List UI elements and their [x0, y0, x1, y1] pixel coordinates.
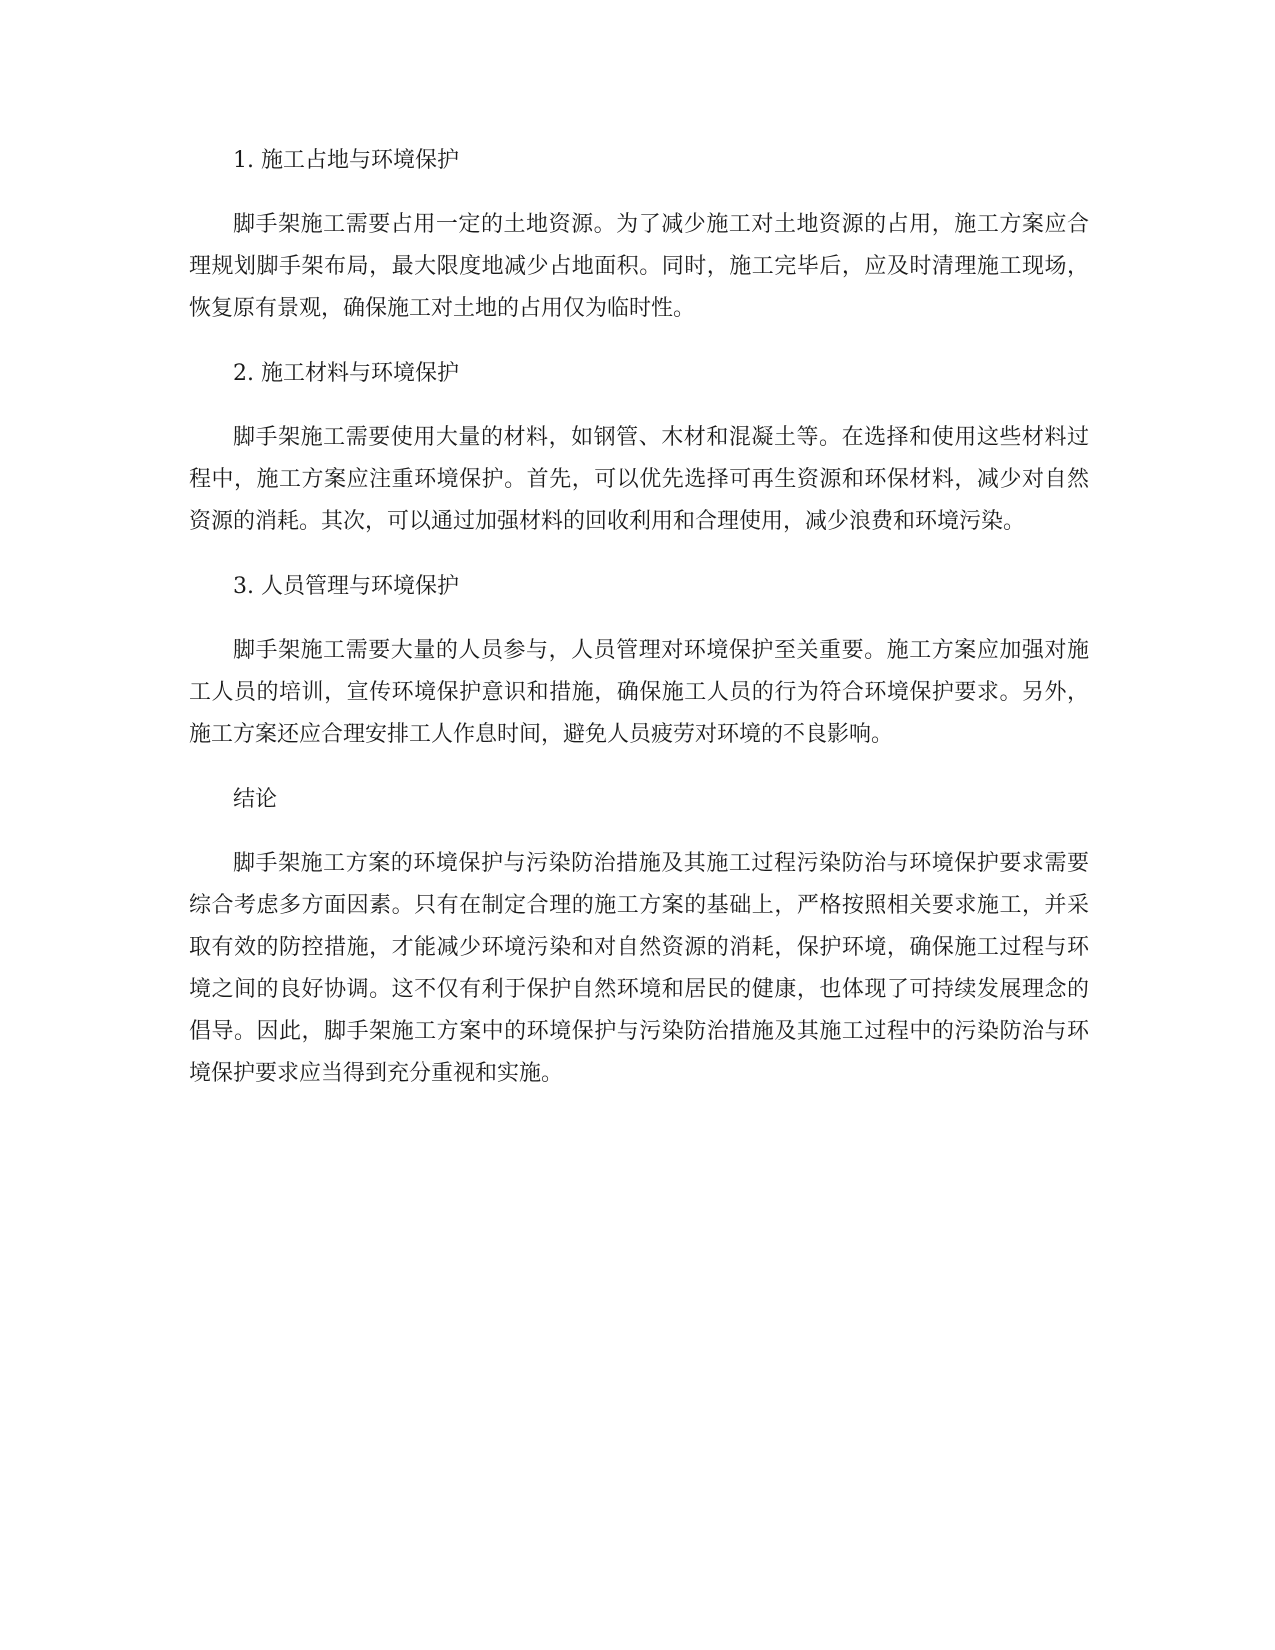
section-paragraph-personnel: 脚手架施工需要大量的人员参与，人员管理对环境保护至关重要。施工方案应加强对施工人员的培训，宣传环境保护意识和措施，确保施工人员的行为符合环境保护要求。另外，施工方案还应合理安排工人作息时间，避免人员疲劳对环境的不良影响。: [189, 638, 1089, 747]
section-heading-land-use: 1. 施工占地与环境保护: [233, 148, 459, 173]
section-heading-conclusion: 结论: [233, 787, 278, 812]
section-heading-materials: 2. 施工材料与环境保护: [233, 361, 459, 386]
section-heading-personnel: 3. 人员管理与环境保护: [233, 574, 459, 599]
section-paragraph-conclusion: 脚手架施工方案的环境保护与污染防治措施及其施工过程污染防治与环境保护要求需要综合考虑多方面因素。只有在制定合理的施工方案的基础上，严格按照相关要求施工，并采取有效的防控措施，才能减少环境污染和对自然资源的消耗，保护环境，确保施工过程与环境之间的良好协调。这不仅有利于保护自然环境和居民的健康，也体现了可持续发展理念的倡导。因此，脚手架施工方案中的环境保护与污染防治措施及其施工过程中的污染防治与环境保护要求应当得到充分重视和实施。: [189, 851, 1089, 1086]
section-paragraph-land-use: 脚手架施工需要占用一定的土地资源。为了减少施工对土地资源的占用，施工方案应合理规划脚手架布局，最大限度地减少占地面积。同时，施工完毕后，应及时清理施工现场，恢复原有景观，确保施工对土地的占用仅为临时性。: [189, 212, 1089, 321]
section-paragraph-materials: 脚手架施工需要使用大量的材料，如钢管、木材和混凝土等。在选择和使用这些材料过程中，施工方案应注重环境保护。首先，可以优先选择可再生资源和环保材料，减少对自然资源的消耗。其次，可以通过加强材料的回收利用和合理使用，减少浪费和环境污染。: [189, 425, 1089, 534]
document-body: [189, 140, 1089, 1118]
